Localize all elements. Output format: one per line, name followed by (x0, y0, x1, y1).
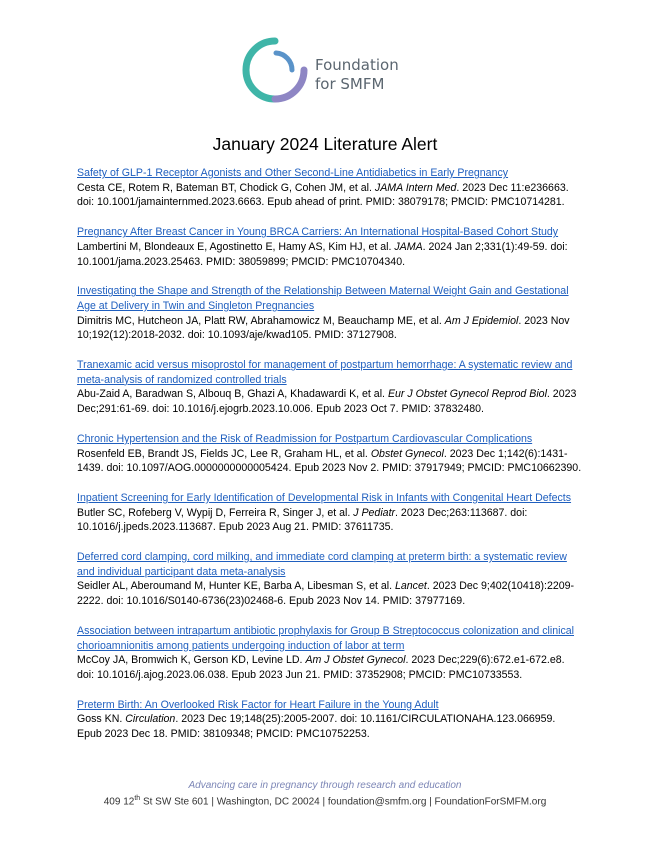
foundation-logo (242, 42, 422, 98)
reference-item (77, 624, 583, 683)
reference-details: . 2023 Dec 9;402(10418):2209-2222. doi: 10.1016/S0140-6736(23)02468-6. Epub 2023 Nov 14. PMID: 37977169. (77, 580, 575, 608)
address-part-1: 409 12 (103, 796, 135, 808)
reference-title-link[interactable]: Pregnancy After Breast Cancer in Young BRCA Carriers: An International Hospital-Based Cohort Study (77, 226, 559, 239)
address-part-2: St SW Ste 601 | Washington, DC 20024 | foundation@smfm.org | FoundationForSMFM.org (140, 796, 547, 808)
reference-citation (77, 181, 583, 210)
reference-details: . 2023 Dec 11:e236663. doi: 10.1001/jamainternmed.2023.6663. Epub ahead of print. PMID: 38079178; PMCID: PMC10714281. (77, 181, 569, 209)
reference-title-link[interactable]: Tranexamic acid versus misoprostol for management of postpartum hemorrhage: A systematic review and meta-analysis of randomized controlled trials (77, 359, 573, 386)
reference-details: . 2023 Dec;291:61-69. doi: 10.1016/j.ejogrb.2023.10.006. Epub 2023 Oct 7. PMID: 37832480. (77, 388, 577, 416)
reference-authors: Butler SC, Rofeberg V, Wypij D, Ferreira R, Singer J, et al. (77, 506, 354, 519)
reference-item (77, 284, 583, 343)
reference-item (77, 225, 583, 269)
reference-authors: Cesta CE, Rotem R, Bateman BT, Chodick G, Cohen JM, et al. (77, 181, 375, 194)
reference-citation (77, 240, 583, 269)
reference-details: . 2023 Dec;229(6):672.e1-672.e8. doi: 10.1016/j.ajog.2023.06.038. Epub 2023 Jun 21. PMID: 37352908; PMCID: PMC10733553. (77, 654, 565, 681)
reference-title-link[interactable]: Deferred cord clamping, cord milking, and immediate cord clamping at preterm birth: a systematic review and individual participant data meta-analysis (77, 551, 567, 578)
reference-details: . 2023 Dec 1;142(6):1431-1439. doi: 10.1097/AOG.0000000000005424. Epub 2023 Nov 2. PMID: 37917949; PMCID: PMC10662390. (77, 447, 582, 475)
reference-title-link[interactable]: Association between intrapartum antibiotic prophylaxis for Group B Streptococcus colonization and clinical chorioamnionitis among patients undergoing induction of labor at term (77, 624, 574, 652)
reference-citation (77, 653, 583, 682)
page-title: January 2024 Literature Alert (212, 134, 438, 154)
reference-citation (77, 506, 583, 535)
reference-item (77, 698, 583, 742)
logo-line-2: for SMFM (315, 75, 385, 93)
reference-title-link[interactable]: Preterm Birth: An Overlooked Risk Factor for Heart Failure in the Young Adult (77, 698, 439, 711)
logo-line-1: Foundation (315, 56, 399, 74)
reference-authors: Rosenfeld EB, Brandt JS, Fields JC, Lee R, Graham HL, et al. (77, 447, 371, 460)
reference-citation (77, 387, 583, 416)
reference-journal: Obstet Gynecol (370, 447, 444, 460)
reference-citation (77, 314, 583, 343)
reference-citation (77, 447, 583, 476)
reference-citation (77, 579, 583, 608)
reference-item (77, 432, 583, 476)
reference-journal: J Pediatr (353, 506, 396, 519)
reference-item (77, 166, 583, 210)
reference-title-link[interactable]: Investigating the Shape and Strength of the Relationship Between Maternal Weight Gain and Gestational Age at Delivery in Twin and Singleton Pregnancies (77, 285, 569, 312)
reference-journal: JAMA (394, 240, 423, 253)
logo-text (315, 56, 399, 94)
reference-item (77, 358, 583, 417)
reference-item (77, 550, 583, 609)
reference-journal: Eur J Obstet Gynecol Reprod Biol (387, 388, 547, 401)
reference-details: . 2023 Dec 19;148(25):2005-2007. doi: 10.1161/CIRCULATIONAHA.123.066959. Epub 2023 Dec 18. PMID: 38109348; PMCID: PMC10752253. (77, 713, 556, 741)
reference-journal: Am J Obstet Gynecol (305, 654, 406, 667)
reference-title-link[interactable]: Chronic Hypertension and the Risk of Readmission for Postpartum Cardiovascular Complications (77, 432, 533, 445)
reference-details: . 2024 Jan 2;331(1):49-59. doi: 10.1001/jama.2023.25463. PMID: 38059899; PMCID: PMC10704340. (77, 240, 568, 268)
reference-authors: Lambertini M, Blondeaux E, Agostinetto E, Hamy AS, Kim HJ, et al. (77, 240, 395, 253)
reference-details: . 2023 Dec;263:113687. doi: 10.1016/j.jpeds.2023.113687. Epub 2023 Aug 21. PMID: 37611735. (77, 506, 528, 534)
reference-journal: Lancet (395, 580, 427, 593)
reference-title-link[interactable]: Inpatient Screening for Early Identification of Developmental Risk in Infants with Congenital Heart Defects (77, 491, 572, 504)
address-superscript: th (134, 795, 141, 802)
reference-item (77, 491, 583, 535)
reference-journal: Circulation (125, 713, 176, 726)
footer-tagline: Advancing care in pregnancy through research and education (188, 780, 462, 791)
footer-address (0, 795, 650, 807)
reference-journal: JAMA Intern Med (374, 181, 457, 194)
reference-list (77, 166, 583, 757)
reference-authors: Seidler AL, Aberoumand M, Hunter KE, Barba A, Libesman S, et al. (77, 580, 395, 593)
reference-authors: McCoy JA, Bromwich K, Gerson KD, Levine LD. (77, 654, 306, 667)
reference-authors: Abu-Zaid A, Baradwan S, Albouq B, Ghazi A, Khadawardi K, et al. (77, 388, 388, 401)
reference-citation (77, 712, 583, 741)
reference-authors: Dimitris MC, Hutcheon JA, Platt RW, Abrahamowicz M, Beauchamp ME, et al. (77, 314, 445, 327)
reference-authors: Goss KN. (77, 713, 126, 726)
reference-details: . 2023 Nov 10;192(12):2018-2032. doi: 10.1093/aje/kwad105. PMID: 37127908. (77, 314, 570, 342)
logo-mark-icon (242, 37, 308, 103)
reference-title-link[interactable]: Safety of GLP-1 Receptor Agonists and Other Second-Line Antidiabetics in Early Pregnancy (77, 167, 509, 179)
reference-journal: Am J Epidemiol (444, 314, 519, 327)
